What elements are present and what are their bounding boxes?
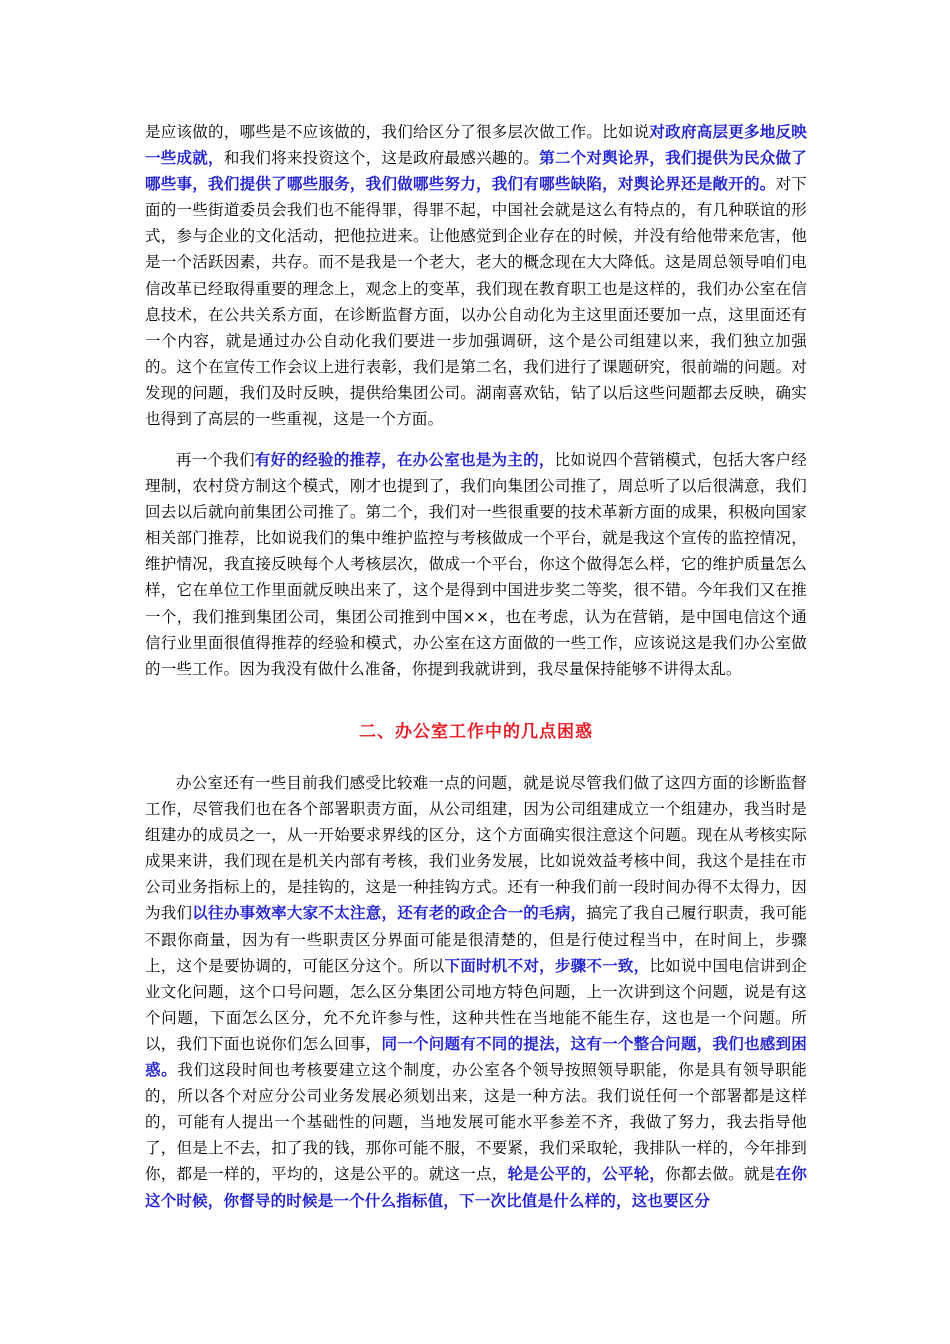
paragraph-2 bbox=[145, 447, 807, 682]
p3-emphasis-4: 轮是公平的，公平轮， bbox=[507, 1164, 666, 1184]
paragraph-1 bbox=[145, 119, 807, 432]
p2-emphasis-1: 有好的经验的推荐，在办公室也是为主的， bbox=[254, 450, 555, 469]
p3-emphasis-1: 以往办事效率大家不太注意，还有老的政企合一的毛病， bbox=[192, 903, 587, 923]
p3-text-1: 办公室还有一些目前我们感受比较难一点的问题，就是说尽管我们做了这四方面的诊断监督工作，尽管我们也在各个部署职责方面，从公司组建，因为公司组建成立一个组建办，我当时是组建办的成员之一，从一开始要求界线的区分，这个方面确实很注意这个问题。现在从考核实际成果来讲，我们现在是机关内部有考核，我们业务发展，比如说效益考核中间，我这个是挂在市公司业务指标上的，是挂钩的，这是一种挂钩方式。还有一种我们前一段时间办得不太得力，因为我们 bbox=[145, 774, 807, 923]
p2-text-1: 再一个我们 bbox=[176, 451, 255, 469]
p3-emphasis-5: 在你这个时候，你督导的时候是一个什么指标值，下一次比值是什么样的，这也要区分 bbox=[145, 1164, 807, 1210]
p1-text-2: 和我们将来投资这个，这是政府最感兴趣的。 bbox=[223, 149, 540, 168]
p3-text-5: 你都去做。就是 bbox=[665, 1165, 776, 1184]
p2-text-2: 比如说四个营销模式，包括大客户经理制，农村贷方制这个模式，刚才也提到了，我们向集团公司推了，周总听了以后很满意，我们回去以后就向前集团公司推了。第二个，我们对一些很重要的技术革新方面的成果，积极向国家相关部门推荐，比如说我们的集中维护监控与考核做成一个平台，就是我这个宣传的监控情况，维护情况，我直接反映每个人考核层次，做成一个平台，你这个做得怎么样，它的维护质量怎么样，它在单位工作里面就反映出来了，这个是得到中国进步奖二等奖，很不错。今年我们又在推一个，我们推到集团公司，集团公司推到中国××，也在考虑，认为在营销，是中国电信这个通信行业里面很值得推荐的经验和模式，办公室在这方面做的一些工作，应该说这是我们办公室做的一些工作。因为我没有做什么准备，你提到我就讲到，我尽量保持能够不讲得太乱。 bbox=[145, 451, 807, 678]
paragraph-3 bbox=[145, 770, 807, 1214]
section-heading: 二、办公室工作中的几点困惑 bbox=[359, 722, 593, 742]
p3-text-2: 搞完了我自己履行职责，我可能不跟你商量，因为有一些职责区分界面可能是很清楚的，但是行使过程当中，在时间上，步骤上，这个是要协调的，可能区分这个。所以 bbox=[145, 904, 807, 975]
p3-text-3: 比如说中国电信讲到企业文化问题，这个口号问题，怎么区分集团公司地方特色问题，上一次讲到这个问题，说是有这个问题，下面怎么区分，允不允许参与性，这种共性在当地能不能生存，这也是一个问题。所以，我们下面也说你们怎么回事， bbox=[145, 956, 807, 1053]
p1-text-3: 对下面的一些街道委员会我们也不能得罪，得罪不起，中国社会就是这么有特点的，有几种联谊的形式，参与企业的文化活动，把他拉进来。让他感觉到企业存在的时候，并没有给他带来危害，他是一个活跃因素，共存。而不是我是一个老大，老大的概念现在大大降低。这是周总领导咱们电信改革已经取得重要的理念上，观念上的变革，我们现在教育职工也是这样的，我们办公室在信息技术，在公共关系方面，在诊断监督方面，以办公自动化为主这里面还要加一点，这里面还有一个内容，就是通过办公自动化我们要进一步加强调研，这个是公司组建以来，我们独立加强的。这个在宣传工作会议上进行表彰，我们是第二名，我们进行了课题研究，很前端的问题。对发现的问题，我们及时反映，提供给集团公司。湖南喜欢钻，钻了以后这些问题都去反映，确实也得到了高层的一些重视，这是一个方面。 bbox=[145, 175, 807, 429]
p1-emphasis-2: 第二个对舆论界，我们提供为民众做了哪些事，我们提供了哪些服务，我们做哪些努力，我们有哪些缺陷，对舆论界还是敞开的。 bbox=[145, 148, 807, 194]
p3-emphasis-3: 同一个问题有不同的提法，这有一个整合问题，我们也感到困惑。 bbox=[145, 1033, 807, 1080]
p1-text-1: 是应该做的，哪些是不应该做的，我们给区分了很多层次做工作。比如说 bbox=[145, 123, 650, 141]
p3-text-4: 我们这段时间也考核要建立这个制度，办公室各个领导按照领导职能，你是具有领导职能的，所以各个对应分公司业务发展必须划出来，这是一种方法。我们说任何一个部署都是这样的，可能有人提出一个基础性的问题，当地发展可能水平参差不齐，我做了努力，我去指导他了，但是上不去，扣了我的钱，那你可能不服，不要紧，我们采取轮，我排队一样的，今年排到你，都是一样的，平均的，这是公平的。就这一点， bbox=[145, 1061, 807, 1184]
p1-emphasis-1: 对政府高层更多地反映一些成就， bbox=[145, 122, 807, 168]
p3-emphasis-2: 下面时机不对，步骤不一致， bbox=[444, 955, 650, 975]
